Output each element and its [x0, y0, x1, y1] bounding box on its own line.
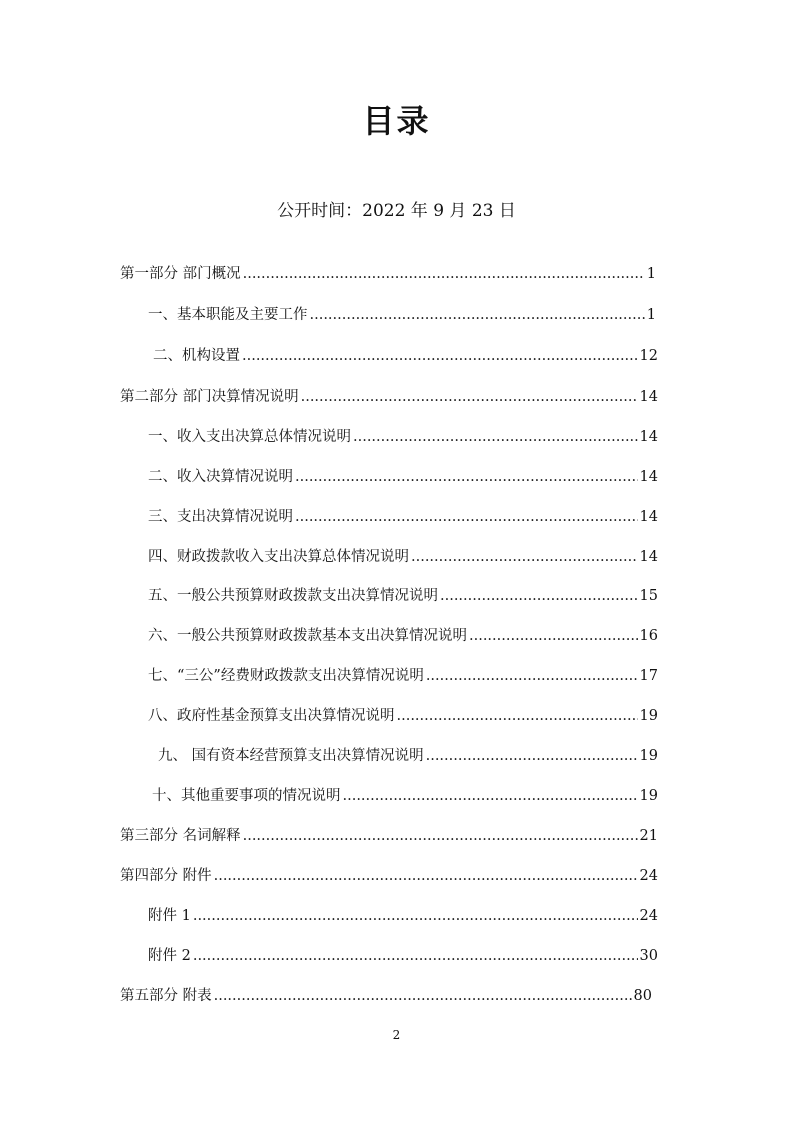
dot-leader [397, 708, 638, 724]
dot-leader [411, 549, 638, 565]
page-number: 2 [392, 1028, 401, 1042]
toc-entry-page: 14 [639, 389, 658, 405]
toc-entry[interactable] [148, 505, 658, 529]
toc-entry-label: 五、一般公共预算财政拨款支出决算情况说明 [148, 588, 438, 604]
dot-leader [243, 828, 638, 844]
toc-entry-label: 附件 1 [148, 908, 191, 924]
dot-leader [301, 389, 638, 405]
document-title: 目录 [362, 102, 431, 140]
dot-leader [353, 429, 638, 445]
toc-entry-page: 19 [639, 748, 658, 764]
toc-entry[interactable] [120, 385, 658, 409]
toc-entry-label: 九、 国有资本经营预算支出决算情况说明 [158, 748, 424, 764]
toc-entry-page: 12 [639, 348, 658, 364]
toc-entry[interactable] [148, 904, 658, 928]
toc-entry-page: 21 [639, 828, 658, 844]
toc-entry[interactable] [148, 303, 656, 327]
dot-leader [426, 668, 638, 684]
toc-entry-page: 14 [639, 469, 658, 485]
dot-leader [193, 948, 638, 964]
dot-leader [243, 266, 645, 282]
dot-leader [343, 788, 638, 804]
toc-entry-label: 二、机构设置 [153, 348, 240, 364]
toc-entry-label: 第一部分 部门概况 [120, 266, 241, 282]
toc-entry-page: 1 [646, 266, 656, 282]
toc-entry-page: 16 [639, 628, 658, 644]
publication-date: 公开时间：2022 年 9 月 23 日 [277, 201, 516, 221]
toc-entry-page: 80 [633, 988, 652, 1004]
toc-entry-label: 第二部分 部门决算情况说明 [120, 389, 299, 405]
dot-leader [426, 748, 638, 764]
toc-entry-page: 30 [639, 948, 658, 964]
toc-entry-page: 24 [639, 908, 658, 924]
toc-entry-label: 六、一般公共预算财政拨款基本支出决算情况说明 [148, 628, 467, 644]
toc-entry[interactable] [120, 864, 658, 888]
dot-leader [242, 348, 638, 364]
toc-entry[interactable] [148, 425, 658, 449]
toc-entry-page: 15 [639, 588, 658, 604]
dot-leader [295, 509, 638, 525]
toc-entry-label: 八、政府性基金预算支出决算情况说明 [148, 708, 395, 724]
toc-entry-label: 十、其他重要事项的情况说明 [152, 788, 341, 804]
toc-entry-page: 14 [639, 509, 658, 525]
toc-entry[interactable] [148, 664, 658, 688]
toc-entry-label: 一、收入支出决算总体情况说明 [148, 429, 351, 445]
toc-entry-label: 第三部分 名词解释 [120, 828, 241, 844]
toc-entry-label: 一、基本职能及主要工作 [148, 307, 308, 323]
toc-entry[interactable] [148, 704, 658, 728]
toc-entry[interactable] [148, 624, 658, 648]
toc-entry-label: 二、收入决算情况说明 [148, 469, 293, 485]
dot-leader [193, 908, 638, 924]
toc-entry-page: 1 [646, 307, 656, 323]
dot-leader [440, 588, 638, 604]
toc-entry[interactable] [120, 262, 656, 286]
toc-entry-page: 19 [639, 708, 658, 724]
toc-entry[interactable] [148, 584, 658, 608]
toc-entry[interactable] [148, 545, 658, 569]
toc-entry[interactable] [120, 984, 652, 1008]
toc-entry-label: 四、财政拨款收入支出决算总体情况说明 [148, 549, 409, 565]
toc-entry-label: 第五部分 附表 [120, 988, 212, 1004]
toc-entry-page: 17 [639, 668, 658, 684]
toc-entry[interactable] [152, 784, 658, 808]
toc-entry-page: 19 [639, 788, 658, 804]
dot-leader [295, 469, 638, 485]
toc-entry-label: 附件 2 [148, 948, 191, 964]
toc-entry-label: 三、支出决算情况说明 [148, 509, 293, 525]
toc-entry-label: 第四部分 附件 [120, 868, 212, 884]
toc-entry[interactable] [153, 344, 658, 368]
toc-entry[interactable] [148, 465, 658, 489]
toc-entry[interactable] [148, 944, 658, 968]
toc-entry[interactable] [120, 824, 658, 848]
dot-leader [214, 988, 632, 1004]
toc-entry-page: 24 [639, 868, 658, 884]
dot-leader [214, 868, 638, 884]
dot-leader [469, 628, 638, 644]
toc-entry-label: 七、“三公”经费财政拨款支出决算情况说明 [148, 668, 424, 684]
dot-leader [310, 307, 645, 323]
toc-entry-page: 14 [639, 429, 658, 445]
toc-entry[interactable] [158, 744, 658, 768]
toc-entry-page: 14 [639, 549, 658, 565]
